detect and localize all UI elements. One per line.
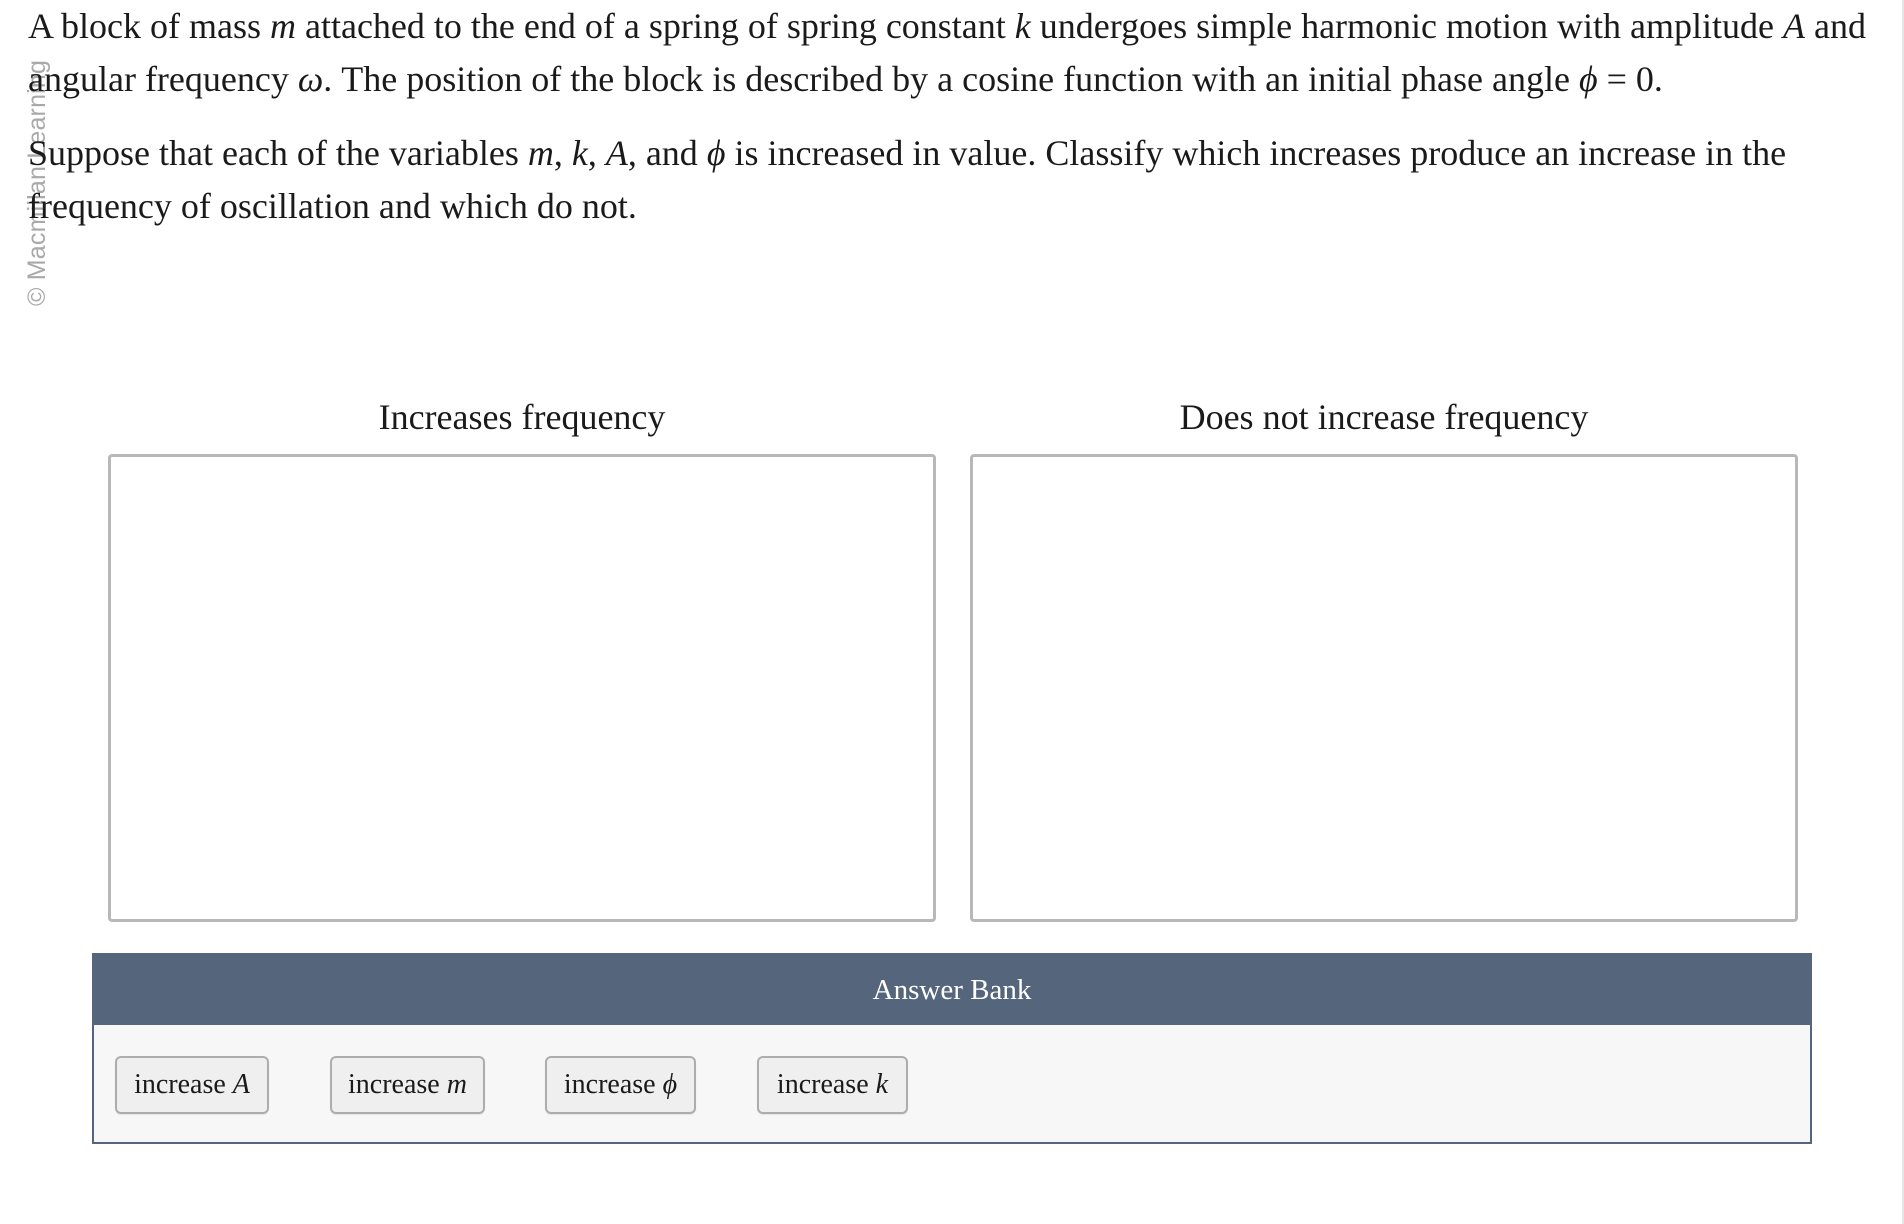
- chip-label: increase: [563, 1069, 663, 1100]
- answer-bank: [92, 953, 1812, 1144]
- question-paragraph-1: [28, 0, 1888, 106]
- question-text: [28, 0, 1888, 233]
- category-does-not-increase-frequency: [970, 393, 1798, 922]
- answer-chip-increase-m[interactable]: [330, 1056, 485, 1114]
- chip-label: increase: [776, 1069, 876, 1100]
- chip-label: increase: [134, 1069, 233, 1100]
- text-run: , and: [627, 133, 707, 173]
- answer-chip-increase-k[interactable]: [757, 1056, 908, 1114]
- answer-bank-items: [94, 1025, 1810, 1144]
- chip-variable: A: [232, 1069, 250, 1100]
- chip-variable: ϕ: [662, 1069, 678, 1100]
- variable-m: m: [527, 133, 554, 173]
- drop-zone-does-not-increase-frequency[interactable]: [970, 454, 1798, 922]
- text-run: is increased in value. Classify which increases produce an increase in the frequency of oscillation and which do not.: [28, 133, 1787, 226]
- category-title: Increases frequency: [378, 397, 666, 437]
- answer-chip-increase-A[interactable]: [115, 1056, 269, 1114]
- answer-bank-title: Answer Bank: [94, 955, 1810, 1025]
- watermark-text: © Macmillan Learning: [23, 59, 51, 306]
- variable-k: k: [1014, 6, 1031, 46]
- variable-A: A: [605, 133, 628, 173]
- drop-zone-increases-frequency[interactable]: [108, 454, 936, 922]
- text-run: attached to the end of a spring of spring constant: [295, 6, 1015, 46]
- variable-A: A: [1783, 6, 1806, 46]
- variable-phi: ϕ: [1578, 59, 1598, 99]
- variable-m: m: [269, 6, 296, 46]
- text-run: = 0.: [1597, 59, 1663, 99]
- copyright-watermark: [0, 0, 51, 312]
- chip-variable: k: [875, 1069, 889, 1100]
- text-run: and angular frequency: [28, 6, 1866, 99]
- text-run: ,: [553, 133, 572, 173]
- variable-omega: ω: [297, 59, 324, 99]
- question-paragraph-2: [28, 127, 1888, 233]
- chip-label: increase: [348, 1069, 447, 1100]
- variable-k: k: [571, 133, 588, 173]
- text-run: ,: [587, 133, 606, 173]
- answer-chip-increase-phi[interactable]: [545, 1056, 696, 1114]
- category-title: Does not increase frequency: [1179, 397, 1589, 437]
- category-increases-frequency: [108, 393, 936, 922]
- text-run: undergoes simple harmonic motion with amplitude: [1030, 6, 1784, 46]
- text-run: . The position of the block is described by a cosine function with an initial phase angle: [323, 59, 1579, 99]
- text-run: Suppose that each of the variables: [28, 133, 528, 173]
- chip-variable: m: [446, 1069, 467, 1100]
- text-run: A block of mass: [28, 6, 270, 46]
- variable-phi: ϕ: [706, 133, 726, 173]
